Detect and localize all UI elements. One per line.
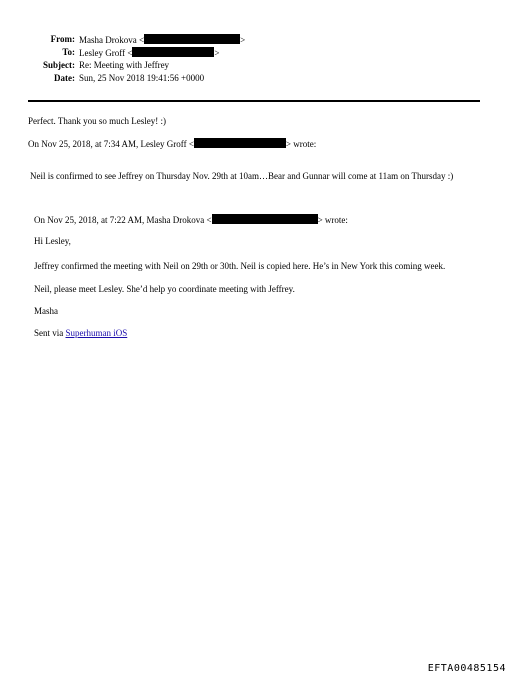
date-value: Sun, 25 Nov 2018 19:41:56 +0000 — [79, 73, 205, 83]
greeting: Hi Lesley, — [34, 236, 71, 246]
superhuman-link[interactable]: Superhuman iOS — [65, 328, 128, 338]
quote1-prefix: On Nov 25, 2018, at 7:34 AM, Lesley Groff < — [28, 139, 194, 149]
from-name: Masha Drokova < — [79, 35, 145, 45]
redaction-bar — [212, 214, 318, 224]
header-divider — [28, 100, 480, 102]
from-label: From: — [50, 34, 75, 44]
quote2-attribution — [34, 214, 348, 226]
subject-value: Re: Meeting with Jeffrey — [79, 60, 170, 70]
paragraph-1: Jeffrey confirmed the meeting with Neil on 29th or 30th. Neil is copied here. He’s in New York this coming week. — [34, 261, 446, 271]
reply-text: Perfect. Thank you so much Lesley! :) — [28, 116, 167, 126]
redaction-bar — [144, 34, 240, 44]
signoff: Masha — [34, 306, 58, 316]
quote1-suffix: > wrote: — [285, 139, 317, 149]
from-close: > — [240, 35, 246, 45]
paragraph-2: Neil, please meet Lesley. She’d help yo coordinate meeting with Jeffrey. — [34, 284, 295, 294]
quote1-attribution — [28, 138, 316, 150]
document-id: EFTA00485154 — [427, 663, 506, 674]
quote2-suffix: > wrote: — [317, 215, 348, 225]
from-value — [79, 34, 245, 46]
redaction-bar — [132, 47, 214, 57]
quote2-prefix: On Nov 25, 2018, at 7:22 AM, Masha Drokova < — [34, 215, 212, 225]
to-label: To: — [62, 47, 75, 57]
neil-message: Neil is confirmed to see Jeffrey on Thursday Nov. 29th at 10am…Bear and Gunnar will come at 11am on Thursday :) — [30, 171, 454, 181]
redaction-bar — [194, 138, 286, 148]
to-close: > — [214, 48, 220, 58]
to-name: Lesley Groff < — [79, 48, 133, 58]
subject-label: Subject: — [43, 60, 75, 70]
sent-via-line — [34, 328, 127, 339]
sent-via-text: Sent via — [34, 328, 66, 338]
date-label: Date: — [54, 73, 75, 83]
to-value — [79, 47, 219, 59]
